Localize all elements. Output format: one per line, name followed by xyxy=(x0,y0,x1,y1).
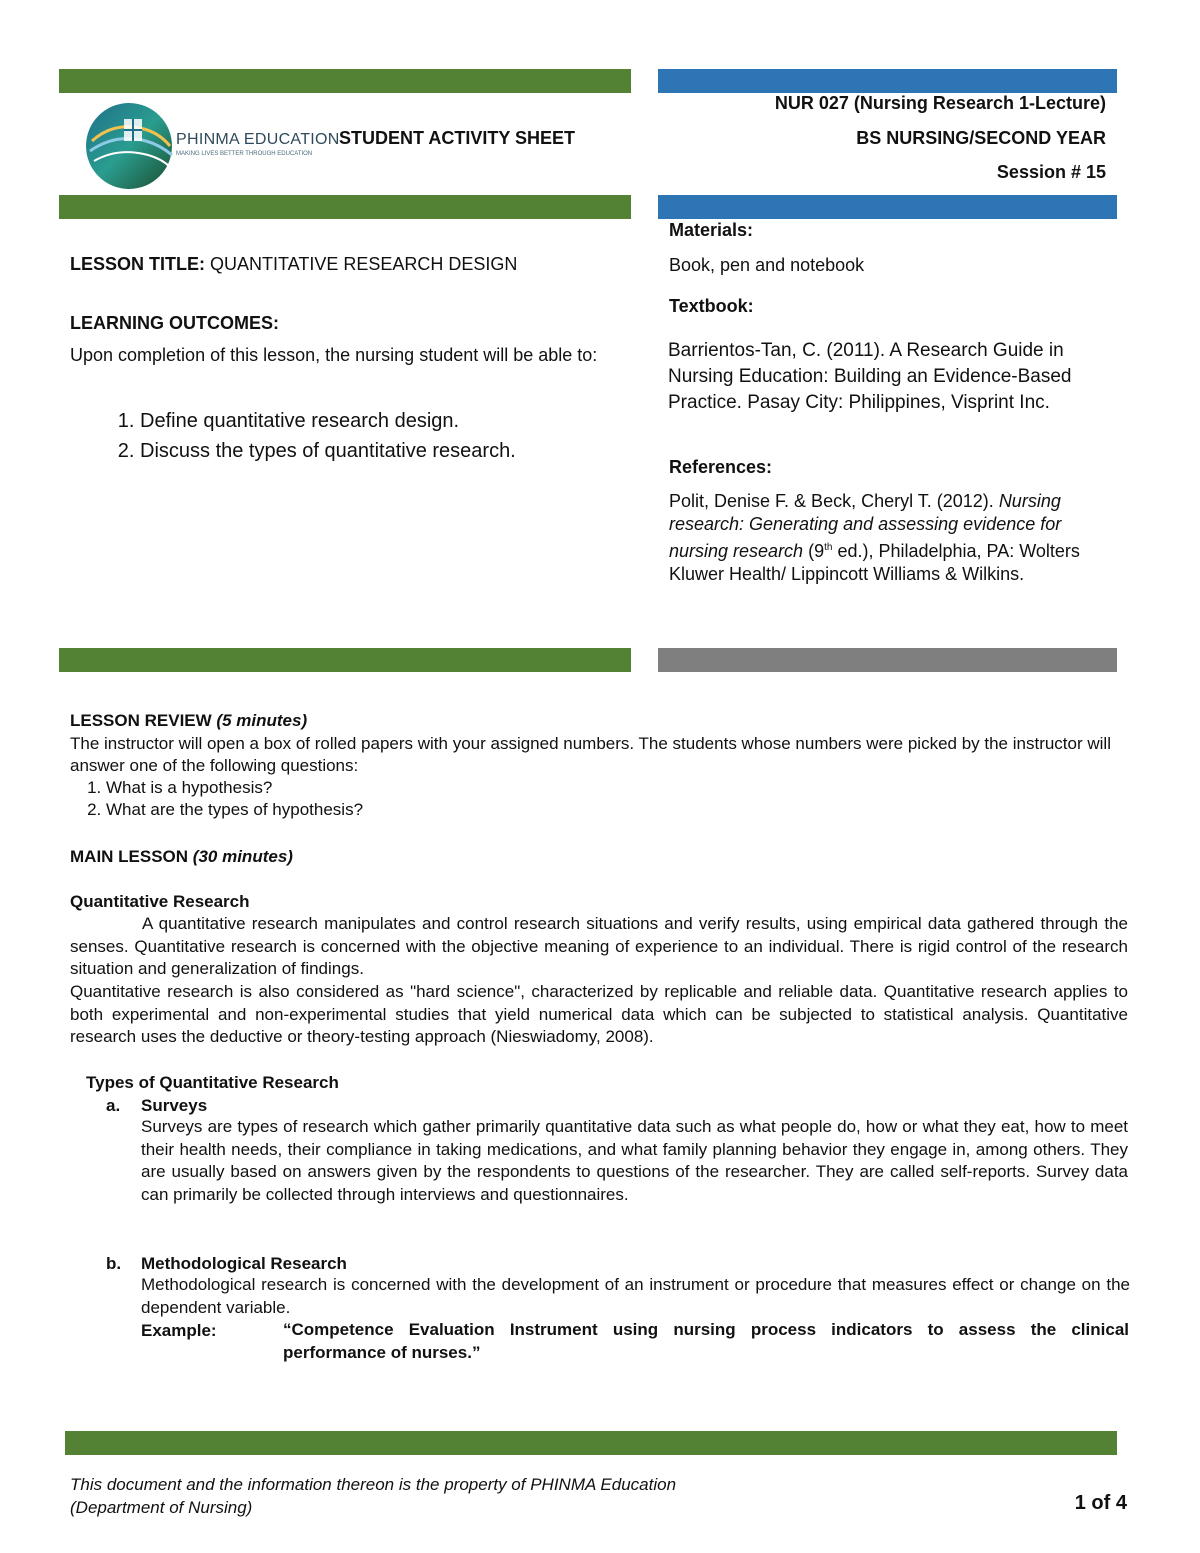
main-lesson-heading xyxy=(70,845,293,868)
section-bar-left xyxy=(59,648,631,672)
outcome-item: 2. Discuss the types of quantitative research. xyxy=(140,436,625,466)
textbook-label: Textbook: xyxy=(669,296,754,316)
outcome-item: 1. Define quantitative research design. xyxy=(140,406,625,436)
lesson-title-label: LESSON TITLE: xyxy=(70,254,205,274)
logo-tagline: MAKING LIVES BETTER THROUGH EDUCATION xyxy=(176,151,313,157)
main-lesson-title: MAIN LESSON xyxy=(70,847,189,866)
review-questions-wrap xyxy=(0,777,1100,821)
reference-edition-sup: th xyxy=(824,542,833,553)
lesson-title-value: QUANTITATIVE RESEARCH DESIGN xyxy=(210,254,518,274)
outcomes-list xyxy=(70,406,625,466)
sheet-title: STUDENT ACTIVITY SHEET xyxy=(339,128,576,148)
example-label: Example: xyxy=(141,1321,217,1340)
lesson-review-title: LESSON REVIEW xyxy=(70,711,212,730)
reference-publisher: ed.), Philadelphia, PA: Wolters Kluwer Health/ Lippincott Williams & Wilkins. xyxy=(669,541,1080,584)
references-label: References: xyxy=(669,457,773,477)
type-a-title: Surveys xyxy=(141,1096,208,1115)
lesson-review-text: The instructor will open a box of rolled papers with your assigned numbers. The students whose numbers were picked by the instructor will answer one of the following questions: xyxy=(70,734,1111,775)
outcomes-list-wrap xyxy=(70,406,625,466)
logo-text: PHINMA EDUCATION xyxy=(176,131,340,148)
review-question: 1. What is a hypothesis? xyxy=(106,777,1100,799)
quantitative-research-heading: Quantitative Research xyxy=(70,892,250,911)
course-title: NUR 027 (Nursing Research 1-Lecture) xyxy=(774,93,1106,113)
type-a-text: Surveys are types of research which gather primarily quantitative data such as what people do, how or what they eat, how to meet their health needs, their compliance in taking medications, and what family planning behavior they engage in, among others. They are usually based on answers given by the respondents to questions of the researcher. They are called self-reports. Survey data can primarily be collected through interviews and questionnaires. xyxy=(141,1117,1128,1205)
reference-title: Nursing research: Generating and assessing evidence for nursing research xyxy=(669,491,1062,561)
reference-entry xyxy=(669,490,1109,586)
quantitative-research-p2: Quantitative research is also considered as "hard science", characterized by replicable and reliable data. Quantitative research applies to both experimental and non-experimental studies that yield numerical data which can be subjected to statistical analysis. Quantitative research uses the deductive or theory-testing approach (Nieswiadomy, 2008). xyxy=(70,982,1128,1046)
type-b-letter: b. xyxy=(106,1254,122,1273)
reference-edition: (9 xyxy=(803,541,825,561)
textbook-value: Barrientos-Tan, C. (2011). A Research Guide in Nursing Education: Building an Evidence-Based Practice. Pasay City: Philippines, Visprint Inc. xyxy=(668,340,1072,413)
outcomes-intro: Upon completion of this lesson, the nursing student will be able to: xyxy=(70,345,598,365)
section-bar-right xyxy=(658,648,1117,672)
header-bar-bottom-right xyxy=(658,195,1117,219)
type-b-title: Methodological Research xyxy=(141,1254,347,1273)
main-lesson-time: (30 minutes) xyxy=(192,847,293,866)
review-question: 2. What are the types of hypothesis? xyxy=(106,799,1100,821)
types-heading: Types of Quantitative Research xyxy=(86,1073,339,1092)
reference-authors: Polit, Denise F. & Beck, Cheryl T. (2012). xyxy=(669,491,999,511)
type-b-text: Methodological research is concerned with the development of an instrument or procedure that measures effect or change on the dependent variable. xyxy=(141,1275,1130,1317)
materials-value: Book, pen and notebook xyxy=(669,255,865,275)
example-text: “Competence Evaluation Instrument using nursing process indicators to assess the clinical performance of nurses.” xyxy=(283,1320,1129,1362)
session-number: Session # 15 xyxy=(996,162,1106,182)
materials-label: Materials: xyxy=(669,220,754,240)
page-number: 1 of 4 xyxy=(1074,1492,1127,1514)
program-year: BS NURSING/SECOND YEAR xyxy=(856,128,1106,148)
footer-note: This document and the information thereon is the property of PHINMA Education (Department of Nursing) xyxy=(70,1475,677,1517)
lesson-title xyxy=(70,252,625,277)
review-questions xyxy=(0,777,1100,821)
lesson-review-time: (5 minutes) xyxy=(216,711,308,730)
header-bar-top-right xyxy=(658,69,1117,93)
header-bar-top-left xyxy=(59,69,631,93)
quantitative-research-p1: A quantitative research manipulates and control research situations and verify results, using empirical data gathered through the senses. Quantitative research is concerned with the objective meaning of experience to an individual. There is rigid control of the research situation and generalization of findings. xyxy=(70,914,1128,978)
phinma-logo xyxy=(84,101,340,191)
header-bar-bottom-left xyxy=(59,195,631,219)
learning-outcomes-label: LEARNING OUTCOMES: xyxy=(70,313,279,333)
type-a-letter: a. xyxy=(106,1096,121,1115)
phinma-logo-icon xyxy=(84,101,174,191)
footer-bar xyxy=(65,1431,1117,1455)
lesson-review-heading xyxy=(70,709,307,732)
